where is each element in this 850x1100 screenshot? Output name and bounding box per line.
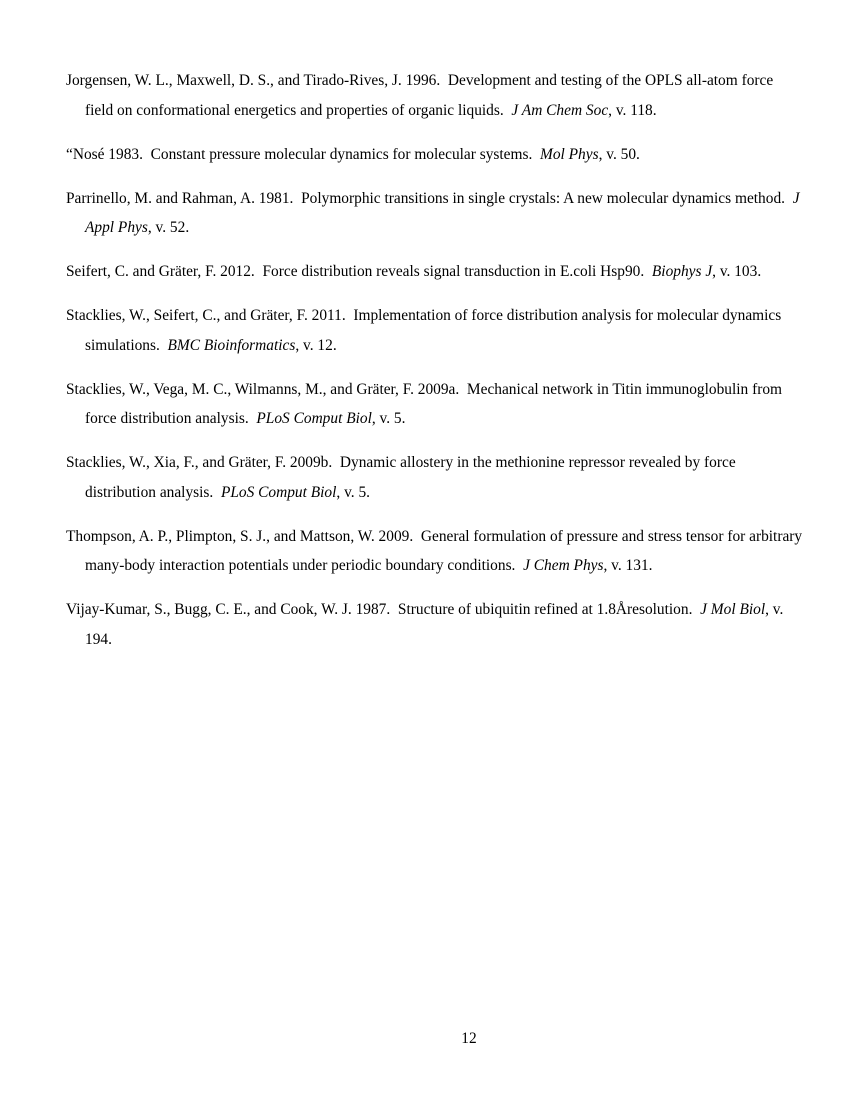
page-number: 12 — [461, 1030, 477, 1047]
reference-entry — [66, 301, 803, 360]
journal-name: J Mol Biol — [700, 601, 766, 618]
reference-entry — [66, 448, 803, 507]
reference-entry — [66, 66, 803, 125]
reference-entry — [66, 140, 803, 170]
reference-text: Stacklies, W., Xia, F., and Gräter, F. 2009b. Dynamic allostery in the methionine repressor revealed by force distribution analysis. — [66, 454, 740, 501]
reference-text: Stacklies, W., Seifert, C., and Gräter, F. 2011. Implementation of force distribution analysis for molecular dynamics simulations. — [66, 307, 786, 354]
reference-text: , v. 5. — [336, 483, 371, 501]
journal-name: PLoS Comput Biol — [220, 483, 337, 501]
reference-text: , v. 118. — [608, 101, 657, 119]
reference-text: “Nosé 1983. Constant pressure molecular dynamics for molecular systems. — [66, 145, 541, 163]
journal-name: PLoS Comput Biol — [256, 410, 372, 427]
journal-name: Mol Phys — [540, 145, 599, 163]
reference-entry — [66, 522, 806, 581]
journal-name: J Chem Phys — [523, 557, 604, 574]
reference-text: Thompson, A. P., Plimpton, S. J., and Mattson, W. 2009. General formulation of pressure and stress tensor for arbitrary many-body interaction potentials under periodic boundary conditions. — [66, 527, 806, 574]
reference-text: , v. 194. — [85, 601, 788, 648]
reference-list — [66, 66, 806, 669]
reference-text: Parrinello, M. and Rahman, A. 1981. Polymorphic transitions in single crystals: A new molecular dynamics method. — [66, 189, 793, 207]
reference-text: Vijay-Kumar, S., Bugg, C. E., and Cook, W. J. 1987. Structure of ubiquitin refined at 1.8Åresolution. — [66, 601, 701, 618]
journal-name: BMC Bioinformatics — [167, 336, 296, 354]
reference-entry — [66, 595, 803, 654]
reference-text: , v. 50. — [598, 145, 640, 163]
reference-text: , v. 131. — [603, 557, 653, 574]
reference-entry — [66, 375, 803, 434]
reference-entry — [66, 184, 803, 243]
reference-text: , v. 52. — [147, 219, 190, 236]
reference-text: , v. 5. — [371, 410, 406, 427]
reference-text: , v. 103. — [712, 263, 762, 280]
reference-text: Seifert, C. and Gräter, F. 2012. Force distribution reveals signal transduction in E.coli Hsp90. — [66, 263, 652, 280]
journal-name: J Appl Phys — [85, 189, 804, 236]
reference-text: Stacklies, W., Vega, M. C., Wilmanns, M., and Gräter, F. 2009a. Mechanical network in Titin immunoglobulin from force distribution analysis. — [66, 380, 786, 427]
journal-name: J Am Chem Soc — [511, 101, 609, 119]
reference-text: Jorgensen, W. L., Maxwell, D. S., and Tirado-Rives, J. 1996. Development and testing of the OPLS all-atom force field on conformational energetics and properties of organic liquids. — [66, 72, 778, 119]
reference-entry — [66, 257, 803, 287]
journal-name: Biophys J — [651, 263, 713, 280]
reference-text: , v. 12. — [295, 336, 337, 354]
